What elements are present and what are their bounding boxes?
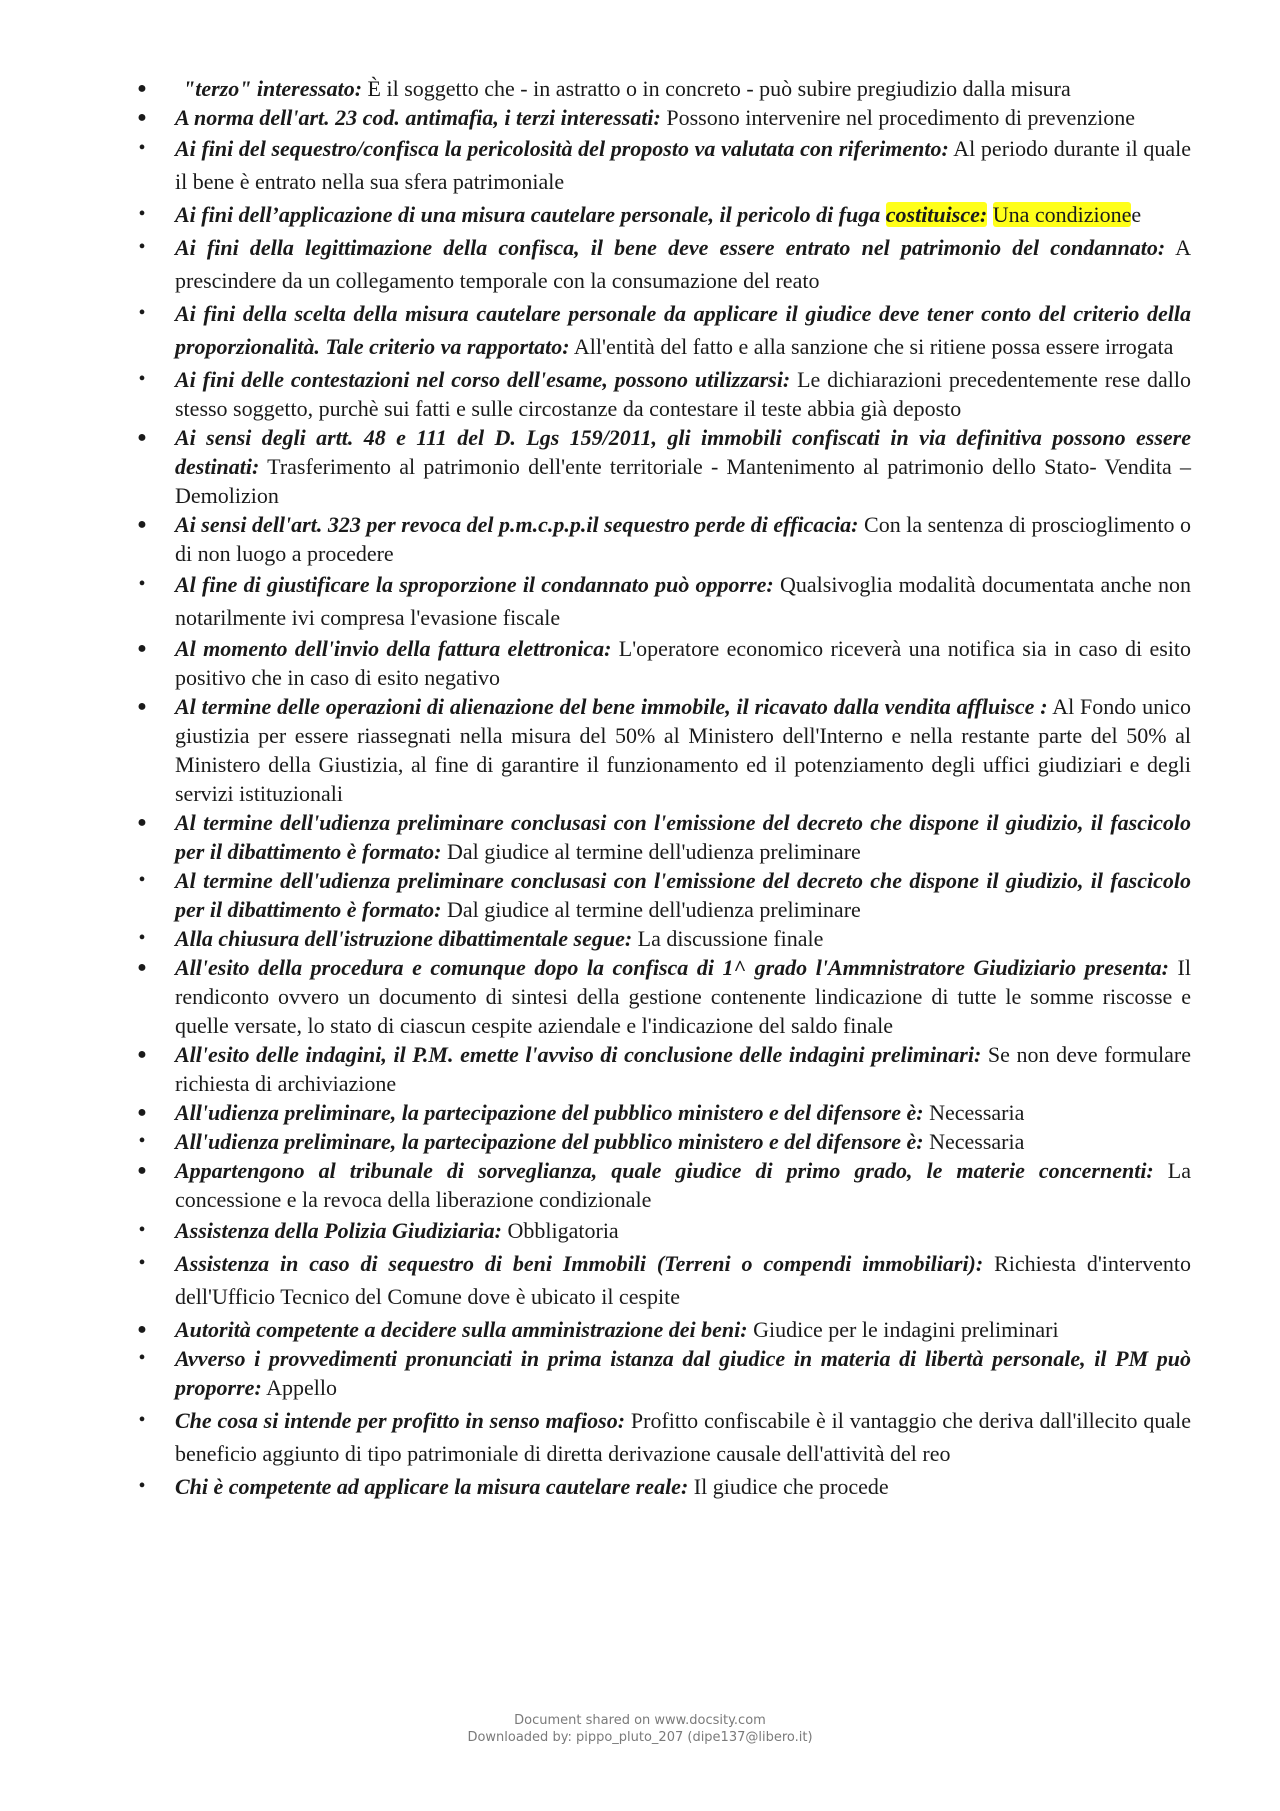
bullet-icon: •: [138, 137, 146, 159]
question-text: Ai fini delle contestazioni nel corso dell'esame, possono utilizzarsi:: [175, 367, 791, 392]
footer-download-note: Downloaded by: pippo_pluto_207 (dipe137@libero.it): [467, 1730, 813, 1745]
question-text: Avverso i provvedimenti pronunciati in prima istanza dal giudice in materia di libertà personale, il PM può proporre:: [175, 1346, 1191, 1400]
answer-text: Richiesta d'intervento dell'Ufficio Tecnico del Comune dove è ubicato il cespite: [175, 1251, 1191, 1309]
list-item: [133, 1247, 1191, 1313]
question-text: Al termine delle operazioni di alienazione del bene immobile, il ricavato dalla vendita affluisce :: [175, 694, 1048, 719]
question-text: Autorità competente a decidere sulla amministrazione dei beni:: [175, 1317, 748, 1342]
answer-text: Al periodo durante il quale il bene è entrato nella sua sfera patrimoniale: [175, 136, 1191, 194]
highlighted-question-text: costituisce:: [885, 202, 988, 227]
bullet-icon: •: [138, 368, 146, 390]
list-item: [133, 953, 1191, 1040]
question-text: Chi è competente ad applicare la misura cautelare reale:: [175, 1474, 689, 1499]
question-text: All'udienza preliminare, la partecipazione del pubblico ministero e del difensore è:: [175, 1129, 924, 1154]
question-text: Appartengono al tribunale di sorveglianza, quale giudice di primo grado, le materie concernenti:: [175, 1158, 1154, 1183]
list-item: [133, 198, 1191, 231]
question-text: Al termine dell'udienza preliminare conclusasi con l'emissione del decreto che dispone il giudizio, il fascicolo per il dibattimento è formato:: [175, 868, 1191, 922]
answer-text: Dal giudice al termine dell'udienza preliminare: [441, 839, 861, 864]
list-item: [133, 1404, 1191, 1470]
bullet-icon: •: [138, 1252, 146, 1274]
question-text: Al termine dell'udienza preliminare conclusasi con l'emissione del decreto che dispone il giudizio, il fascicolo per il dibattimento è formato:: [175, 810, 1191, 864]
list-item: [133, 808, 1191, 866]
question-text: Ai fini della legittimazione della confisca, il bene deve essere entrato nel patrimonio del condannato:: [175, 235, 1166, 260]
list-item: [133, 510, 1191, 568]
bullet-icon: ●: [137, 1321, 147, 1338]
answer-text: Le dichiarazioni precedentemente rese dallo stesso soggetto, purchè sui fatti e sulle circostanze da contestare il teste abbia già deposto: [175, 367, 1191, 421]
bullet-icon: ●: [137, 1162, 147, 1179]
bullet-icon: •: [138, 302, 146, 324]
bullet-icon: •: [138, 1347, 146, 1369]
question-text: All'esito della procedura e comunque dopo la confisca di 1^ grado l'Ammnistratore Giudiziario presenta:: [175, 955, 1169, 980]
question-text: Alla chiusura dell'istruzione dibattimentale segue:: [175, 926, 633, 951]
answer-text: Trasferimento al patrimonio dell'ente territoriale - Mantenimento al patrimonio dello Stato- Vendita – Demolizion: [175, 454, 1191, 508]
bullet-icon: •: [138, 573, 146, 595]
highlighted-answer-text: Una condizione: [992, 202, 1132, 227]
bullet-icon: ●: [137, 698, 147, 715]
list-item: [133, 1127, 1191, 1156]
list-item: [133, 132, 1191, 198]
bullet-icon: ●: [137, 814, 147, 831]
question-text: Al momento dell'invio della fattura elettronica:: [175, 636, 612, 661]
bullet-icon: •: [138, 1475, 146, 1497]
question-answer-list: [133, 74, 1191, 1501]
question-text: "terzo" interessato:: [183, 76, 363, 101]
question-text: Ai sensi dell'art. 323 per revoca del p.m.c.p.p.il sequestro perde di efficacia:: [175, 512, 859, 537]
answer-text: Necessaria: [923, 1100, 1025, 1125]
question-text: Ai sensi degli artt. 48 e 111 del D. Lgs 159/2011, gli immobili confiscati in via definitiva possono essere destinati:: [175, 425, 1191, 479]
list-item: [133, 74, 1191, 103]
list-item: [133, 1156, 1191, 1214]
list-item: [133, 297, 1191, 363]
bullet-icon: ●: [137, 80, 147, 97]
question-text: All'esito delle indagini, il P.M. emette l'avviso di conclusione delle indagini preliminari:: [175, 1042, 982, 1067]
answer-text: La discussione finale: [632, 926, 824, 951]
question-text: A norma dell'art. 23 cod. antimafia, i terzi interessati:: [175, 105, 661, 130]
answer-text: Profitto confiscabile è il vantaggio che deriva dall'illecito quale beneficio aggiunto di tipo patrimoniale di diretta derivazione causale dell'attività del reo: [175, 1408, 1191, 1466]
bullet-icon: ●: [137, 429, 147, 446]
question-text: Ai fini della scelta della misura cautelare personale da applicare il giudice deve tener conto del criterio della proporzionalità. Tale criterio va rapportato:: [175, 301, 1191, 359]
question-text: Ai fini dell’applicazione di una misura cautelare personale, il pericolo di fuga: [175, 202, 886, 227]
list-item: [133, 231, 1191, 297]
answer-text: Necessaria: [923, 1129, 1025, 1154]
answer-text: L'operatore economico riceverà una notifica sia in caso di esito positivo che in caso di esito negativo: [175, 636, 1191, 690]
answer-text: Qualsivoglia modalità documentata anche non notarilmente ivi compresa l'evasione fiscale: [175, 572, 1191, 630]
answer-text: La concessione e la revoca della liberazione condizionale: [175, 1158, 1192, 1212]
answer-text: e: [1131, 202, 1142, 227]
list-item: [133, 423, 1191, 510]
bullet-icon: •: [138, 236, 146, 258]
answer-text: Possono intervenire nel procedimento di prevenzione: [660, 105, 1135, 130]
list-item: [133, 1315, 1191, 1344]
question-text: Assistenza della Polizia Giudiziaria:: [175, 1218, 502, 1243]
bullet-icon: •: [138, 927, 146, 949]
bullet-icon: •: [138, 869, 146, 891]
answer-text: Appello: [261, 1375, 337, 1400]
list-item: [133, 568, 1191, 634]
list-item: [133, 924, 1191, 953]
list-item: [133, 365, 1191, 423]
bullet-icon: •: [138, 1219, 146, 1241]
list-item: [133, 1216, 1191, 1245]
list-item: [133, 1040, 1191, 1098]
question-text: Che cosa si intende per profitto in senso mafioso:: [175, 1408, 626, 1433]
bullet-icon: •: [138, 1409, 146, 1431]
bullet-icon: ●: [137, 959, 147, 976]
answer-text: Se non deve formulare richiesta di archiviazione: [175, 1042, 1191, 1096]
bullet-icon: ●: [137, 109, 147, 126]
answer-text: A prescindere da un collegamento temporale con la consumazione del reato: [175, 235, 1191, 293]
answer-text: All'entità del fatto e alla sanzione che si ritiene possa essere irrogata: [569, 334, 1174, 359]
list-item: [133, 103, 1191, 132]
list-item: [133, 1098, 1191, 1127]
list-item: [133, 634, 1191, 692]
answer-text: Con la sentenza di proscioglimento o di non luogo a procedere: [175, 512, 1191, 566]
answer-text: Il rendiconto ovvero un documento di sintesi della gestione contenente lindicazione di tutte le somme riscosse e quelle versate, lo stato di ciascun cespite aziendale e l'indicazione del saldo finale: [175, 955, 1191, 1038]
separator-text: [987, 202, 993, 227]
list-item: [133, 866, 1191, 924]
question-text: All'udienza preliminare, la partecipazione del pubblico ministero e del difensore è:: [175, 1100, 924, 1125]
answer-text: Obbligatoria: [502, 1218, 619, 1243]
question-text: Assistenza in caso di sequestro di beni Immobili (Terreni o compendi immobiliari):: [175, 1251, 984, 1276]
answer-text: Al Fondo unico giustizia per essere riassegnati nella misura del 50% al Ministero dell'Interno e nella restante parte del 50% al Ministero della Giustizia, al fine di garantire il funzionamento ed il potenziamento degli uffici giudiziari e degli servizi istituzionali: [175, 694, 1191, 806]
question-text: Al fine di giustificare la sproporzione il condannato può opporre:: [175, 572, 774, 597]
answer-text: Dal giudice al termine dell'udienza preliminare: [441, 897, 861, 922]
question-text: Ai fini del sequestro/confisca la pericolosità del proposto va valutata con riferimento:: [175, 136, 949, 161]
list-item: [133, 692, 1191, 808]
bullet-icon: •: [138, 203, 146, 225]
bullet-icon: •: [138, 1130, 146, 1152]
bullet-icon: ●: [137, 640, 147, 657]
answer-text: Giudice per le indagini preliminari: [747, 1317, 1059, 1342]
answer-text: Il giudice che procede: [688, 1474, 889, 1499]
list-item: [133, 1472, 1191, 1501]
list-item: [133, 1344, 1191, 1402]
bullet-icon: ●: [137, 1046, 147, 1063]
footer-shared-note: Document shared on www.docsity.com: [514, 1713, 766, 1728]
bullet-icon: ●: [137, 1104, 147, 1121]
answer-text: È il soggetto che - in astratto o in concreto - può subire pregiudizio dalla misura: [362, 76, 1071, 101]
bullet-icon: ●: [137, 516, 147, 533]
